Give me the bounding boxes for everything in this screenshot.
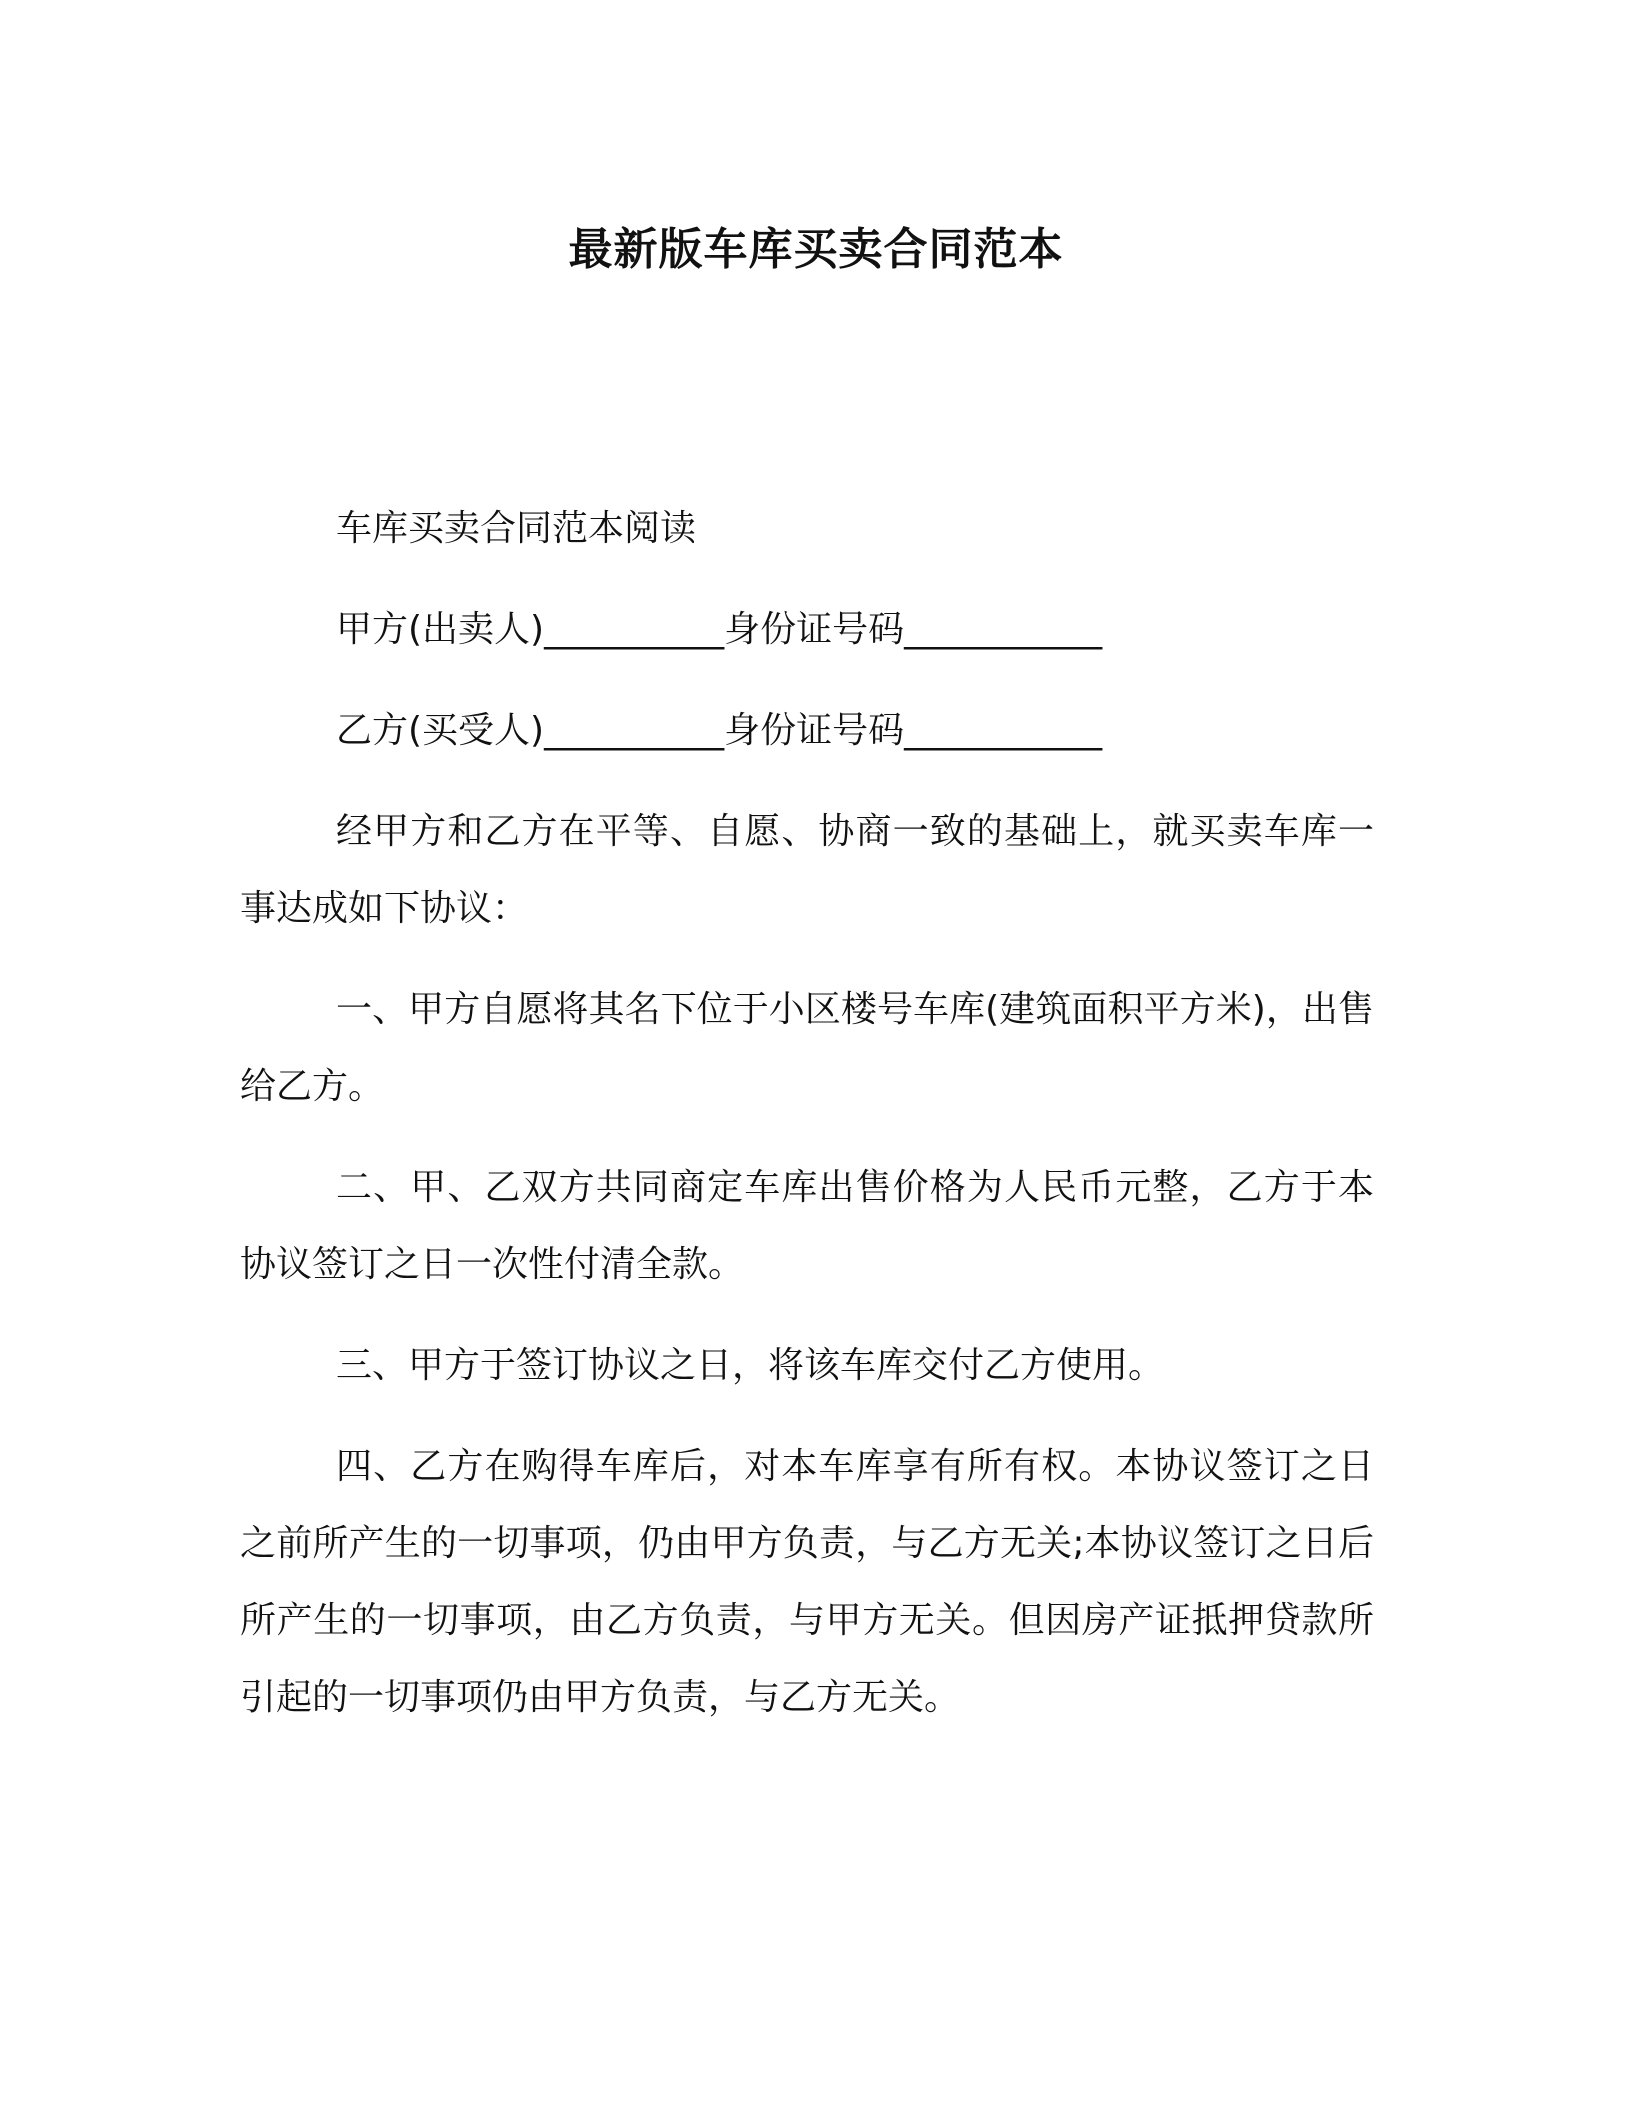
document-body	[240, 490, 1374, 1760]
party-a-line: 甲方(出卖人)__________身份证号码___________	[336, 609, 1103, 650]
subtitle: 车库买卖合同范本阅读	[336, 508, 697, 549]
intro-paragraph: 经甲方和乙方在平等、自愿、协商一致的基础上，就买卖车库一事达成如下协议：	[240, 811, 1374, 929]
clause-1: 一、甲方自愿将其名下位于小区楼号车库(建筑面积平方米)，出售给乙方。	[240, 989, 1374, 1107]
party-b-line: 乙方(买受人)__________身份证号码___________	[336, 710, 1103, 751]
clause-2: 二、甲、乙双方共同商定车库出售价格为人民币元整，乙方于本协议签订之日一次性付清全款。	[240, 1167, 1374, 1285]
clause-3: 三、甲方于签订协议之日，将该车库交付乙方使用。	[336, 1345, 1165, 1386]
clause-4: 四、乙方在购得车库后，对本车库享有所有权。本协议签订之日之前所产生的一切事项，仍由甲方负责，与乙方无关;本协议签订之日后所产生的一切事项，由乙方负责，与甲方无关。但因房产证抵押贷款所引起的一切事项仍由甲方负责，与乙方无关。	[240, 1446, 1374, 1718]
page-title: 最新版车库买卖合同范本	[568, 224, 1064, 275]
